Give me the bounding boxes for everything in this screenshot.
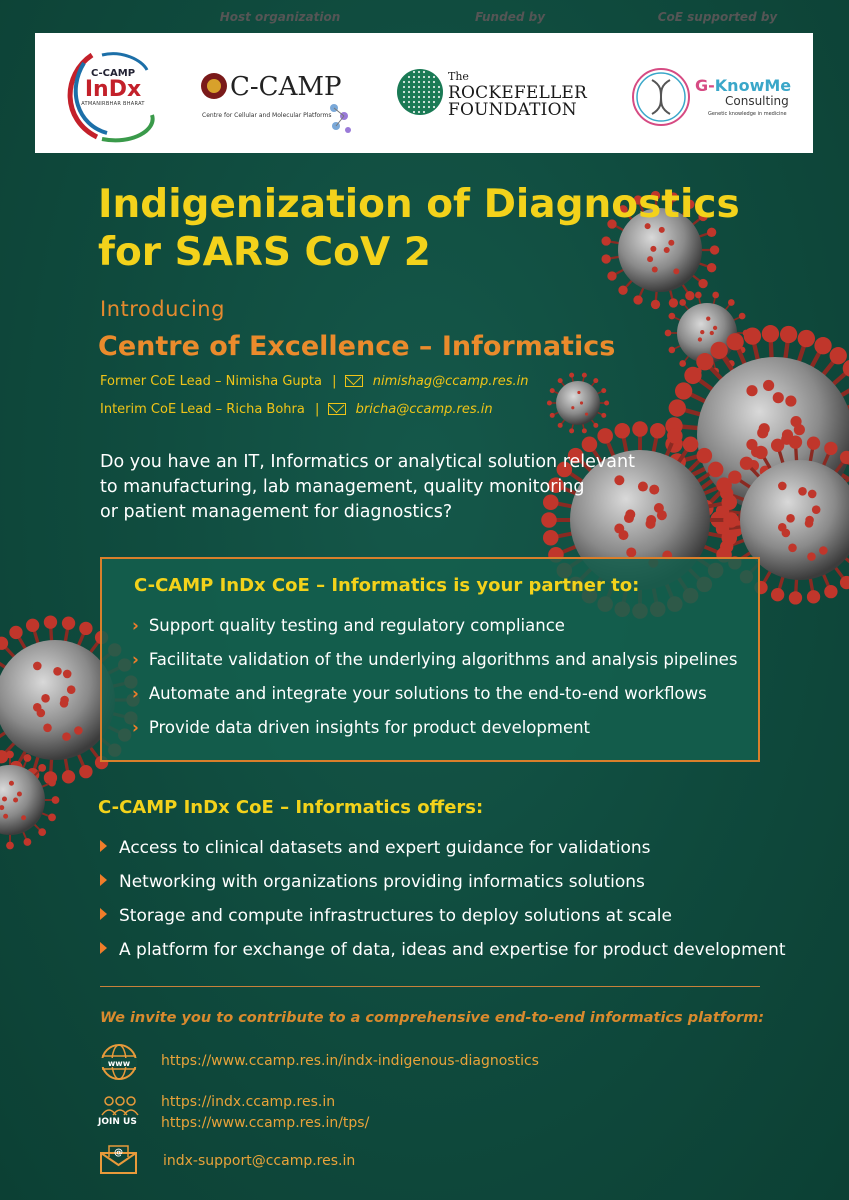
lead-separator: |	[315, 402, 320, 417]
list-item	[100, 838, 651, 858]
partner-box-title: C-CAMP InDx CoE – Informatics is your partner to:	[134, 575, 640, 596]
lead-label: Interim CoE Lead – Richa Bohra	[100, 402, 305, 417]
list-item-text: A platform for exchange of data, ideas and expertise for product development	[119, 940, 786, 960]
question-line1: Do you have an IT, Informatics or analytical solution relevant	[100, 452, 635, 472]
funded-caption: Funded by	[474, 10, 546, 24]
triangle-bullet-icon	[100, 874, 107, 886]
partner-box	[100, 557, 760, 762]
list-item	[132, 718, 590, 737]
rockefeller-line2: FOUNDATION	[448, 100, 577, 120]
indx-logo-big: InDx	[84, 77, 142, 102]
gknowme-logo-name: KnowMe	[714, 76, 792, 95]
chevron-right-icon: ›	[132, 718, 139, 737]
chevron-right-icon: ›	[132, 616, 139, 635]
website-link[interactable]: https://www.ccamp.res.in/indx-indigenous-diagnostics	[161, 1053, 539, 1069]
list-item	[132, 650, 737, 669]
chevron-right-icon: ›	[132, 684, 139, 703]
globe-icon	[99, 1042, 139, 1082]
gknowme-dna-icon	[630, 66, 692, 128]
list-item	[100, 872, 645, 892]
lead-email-link[interactable]: bricha@ccamp.res.in	[355, 402, 493, 417]
triangle-bullet-icon	[100, 942, 107, 954]
coe-name: Centre of Excellence – Informatics	[98, 331, 616, 362]
triangle-bullet-icon	[100, 840, 107, 852]
list-item-text: Facilitate validation of the underlying algorithms and analysis pipelines	[148, 650, 738, 669]
at-glyph: @	[114, 1148, 123, 1158]
list-item-text: Storage and compute infrastructures to deploy solutions at scale	[119, 906, 672, 926]
lead-label: Former CoE Lead – Nimisha Gupta	[100, 374, 322, 389]
rockefeller-the: The	[448, 70, 469, 83]
ccamp-logo-title: C-CAMP	[230, 72, 342, 102]
chevron-right-icon: ›	[132, 650, 139, 669]
list-item-text: Access to clinical datasets and expert guidance for validations	[119, 838, 651, 858]
list-item-text: Support quality testing and regulatory compliance	[148, 616, 565, 635]
people-icon	[100, 1095, 140, 1117]
page-title-line2: for SARS CoV 2	[98, 230, 431, 275]
question-line3: or patient management for diagnostics?	[100, 502, 453, 522]
offers-title: C-CAMP InDx CoE – Informatics offers:	[98, 797, 484, 818]
indx-logo-tiny: ATMANIRBHAR BHARAT	[81, 101, 145, 107]
join-link-indx[interactable]: https://indx.ccamp.res.in	[161, 1094, 336, 1110]
lead-email-link[interactable]: nimishag@ccamp.res.in	[372, 374, 529, 389]
rockefeller-line1: ROCKEFELLER	[448, 83, 588, 103]
list-item	[132, 684, 707, 703]
gknowme-logo-title	[695, 76, 791, 95]
rockefeller-logo-text	[448, 68, 587, 119]
rockefeller-globe-icon	[395, 66, 445, 118]
question-text	[100, 450, 700, 525]
triangle-bullet-icon	[100, 908, 107, 920]
page-title-line1: Indigenization of Diagnostics	[98, 182, 740, 227]
lead-row-interim	[100, 402, 493, 417]
join-link-tps[interactable]: https://www.ccamp.res.in/tps/	[161, 1115, 370, 1131]
list-item-text: Provide data driven insights for product development	[148, 718, 591, 737]
support-email-link[interactable]: indx-support@ccamp.res.in	[163, 1153, 356, 1169]
ccamp-logo-subtitle: Centre for Cellular and Molecular Platforms	[202, 112, 332, 119]
list-item-text: Automate and integrate your solutions to the end-to-end workflows	[148, 684, 707, 703]
molecule-icon	[326, 100, 356, 136]
indx-logo-text	[58, 68, 168, 107]
envelope-icon	[328, 403, 346, 415]
question-line2: to manufacturing, lab management, quality monitoring	[100, 477, 585, 497]
introducing-label: Introducing	[100, 297, 225, 321]
indx-logo-small: C-CAMP	[90, 68, 136, 79]
gknowme-logo-sub: Consulting	[725, 94, 789, 108]
list-item-text: Networking with organizations providing informatics solutions	[119, 872, 645, 892]
gknowme-logo-g: G-	[695, 76, 715, 95]
list-item	[132, 616, 565, 635]
email-icon	[99, 1143, 139, 1175]
gknowme-logo-tiny: Genetic knowledge in medicine	[708, 111, 787, 117]
list-item	[100, 906, 672, 926]
lead-row-former	[100, 374, 529, 389]
divider	[100, 986, 760, 987]
page-title	[98, 181, 758, 277]
ccamp-emblem-icon	[200, 66, 232, 106]
envelope-icon	[345, 375, 363, 387]
virus-icon	[547, 373, 609, 434]
host-caption: Host organization	[219, 10, 341, 24]
list-item	[100, 940, 786, 960]
lead-separator: |	[332, 374, 337, 389]
www-label: www	[107, 1059, 131, 1068]
join-us-label: JOIN US	[98, 1117, 137, 1127]
invite-text: We invite you to contribute to a comprehensive end-to-end informatics platform:	[100, 1010, 765, 1026]
coe-caption: CoE supported by	[657, 10, 778, 24]
